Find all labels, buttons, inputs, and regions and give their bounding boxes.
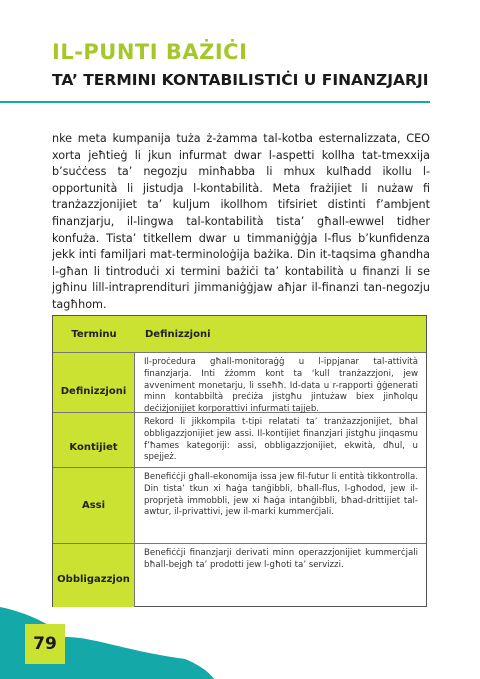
term-cell: Assi xyxy=(53,468,135,543)
term-cell: Kontijiet xyxy=(53,413,135,467)
chapter-subtitle: TA’ TERMINI KONTABILISTIĊI U FINANZJARJI xyxy=(52,71,429,89)
chapter-title: IL-PUNTI BAŻIĊI xyxy=(52,40,248,64)
table-row xyxy=(53,467,426,543)
table-body xyxy=(53,353,426,607)
header-term: Terminu xyxy=(71,328,117,340)
definition-cell: Rekord li jikkompila t-tipi relatati ta’ tranżazzjonijiet, bħal obbligazzjonijiet jew assi. Il-kontijiet finanzjari jistgħu jinqasmu f’ħames kategoriji: assi, obbligazzjonijiet, ekwità, dħul, u spejjeż. xyxy=(144,417,418,463)
definition-cell: Il-proċedura għall-monitoraġġ u l-ippjanar tal-attività finanzjarja. Inti żżomm kont ta ‘kull tranżazzjoni, jew avveniment monetarju, li sseħħ. Id-data u r-rapporti ġġenerati minn kontabbiltà preċiża jistgħu jintużaw biex jinħolqu deċiżjonijiet korporattivi infurmati tajjeb. xyxy=(144,357,418,415)
footer-wave xyxy=(0,607,480,679)
header-definition: Definizzjoni xyxy=(145,328,211,340)
title-divider xyxy=(0,101,430,103)
page-number: 79 xyxy=(25,624,65,664)
table-row xyxy=(53,543,426,607)
intro-paragraph: nke meta kumpanija tuża ż-żamma tal-kotba esternalizzata, CEO xorta jeħtieġ li jkun infurmat dwar l-aspetti kollha tat-tmexxija b’suċċess ta’ negozju minħabba li mhux kulħadd ikollu l-opportunità li jistudja l-kontabilità. Meta frażijiet li nużaw fi tranżazzjonijiet ta’ kuljum ikollhom tifsiriet distinti f’ambjent finanzjarju, il-lingwa tal-kontabilità tista’ għall-ewwel tidher konfuża. Tista’ titkellem dwar u timmaniġġja l-flus b’kunfidenza jekk inti familjari mat-terminoloġija bażika. Din it-taqsima għandha l-għan li tintroduċi xi termini bażiċi ta’ kontabilità u finanzi li se jgħinu lill-intraprendituri jimmaniġġjaw aħjar il-finanzi tan-negozju tagħhom. xyxy=(52,132,430,311)
definition-cell: Benefiċċji finanzjarji derivati minn operazzjonijiet kummerċjali bħall-bejgħ ta’ prodotti jew l-għoti ta’ servizzi. xyxy=(144,548,418,570)
terms-table xyxy=(52,315,427,607)
term-cell: Obbligazzjon xyxy=(53,544,135,607)
table-row xyxy=(53,412,426,467)
term-cell: Definizzjoni xyxy=(53,353,135,412)
table-header xyxy=(53,316,426,353)
definition-cell: Benefiċċji għall-ekonomija issa jew fil-futur li entità tikkontrolla. Din tista’ tkun xi ħaġa tanġibbli, bħall-flus, l-għodod, jew il-proprjetà immobbli, jew xi ħaġa intanġibbli, bħad-drittijiet tal-awtur, il-privattivi, jew il-marki kummerċjali. xyxy=(144,472,418,518)
table-row xyxy=(53,353,426,415)
